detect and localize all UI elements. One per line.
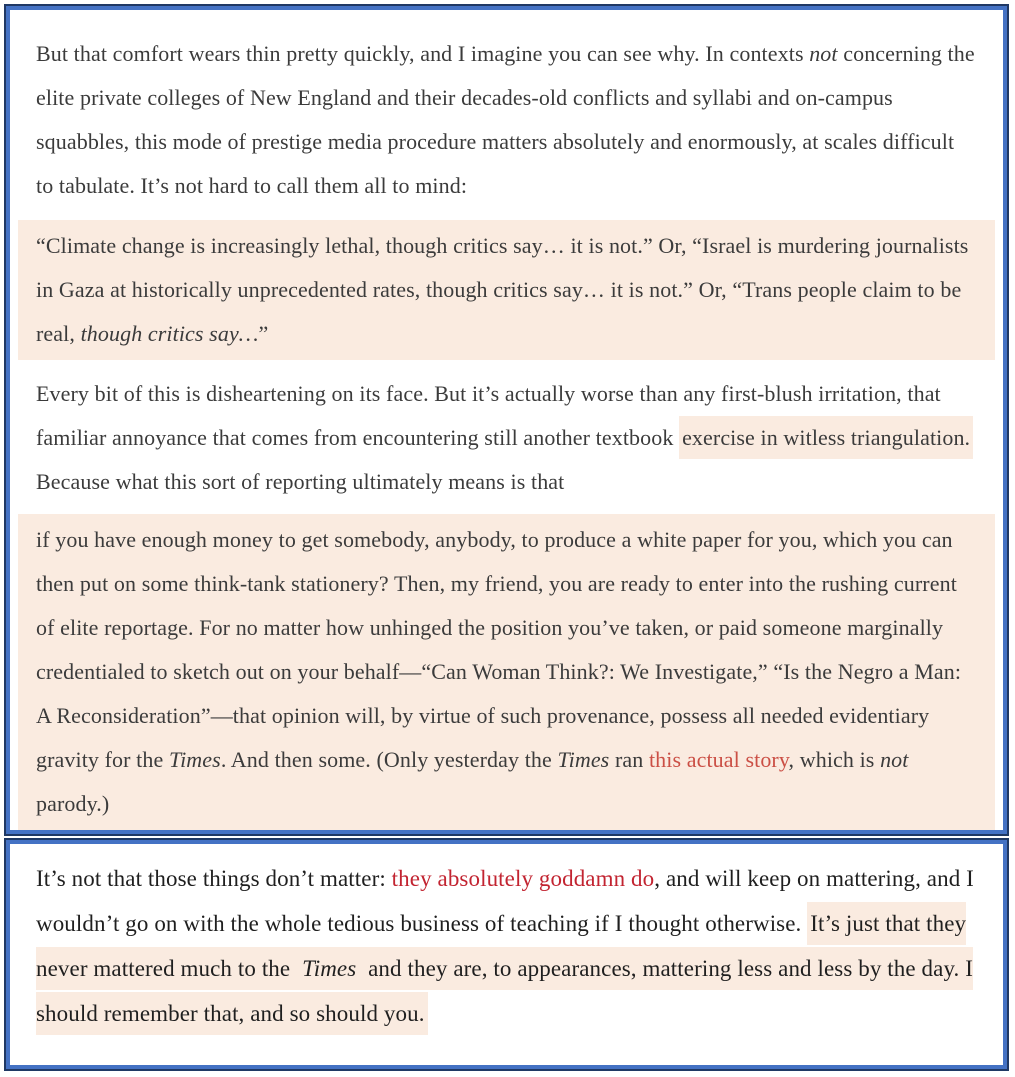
text-segment: and they are, to appearances, mattering less and less by the day. I should remember that, and so should you. (36, 947, 973, 1035)
this-actual-story-link[interactable]: this actual story (648, 747, 789, 772)
text-segment: , and will keep on mattering, and I wouldn’t go on with the whole tedious business of teaching if I thought otherwise. (36, 866, 974, 936)
text-segment: not (809, 41, 838, 66)
text-segment: It’s just that they never mattered much to the (36, 902, 966, 990)
text-segment: But that comfort wears thin pretty quickly, and I imagine you can see why. In contexts (36, 41, 810, 66)
text-segment: if you have enough money to get somebody, anybody, to produce a white paper for you, which you can then put on some think-tank stationery? Then, my friend, you are ready to enter into the rushing current of elite reportage. For no matter how unhinged the position you’ve taken, or paid someone marginally credentialed to sketch out on your behalf—“Can Woman Think?: We Investigate,” “Is the Negro a Man: A Reconsideration”—that opinion will, by virtue of such provenance, possess all needed evidentiary gravity for the (36, 527, 962, 772)
they-absolutely-goddamn-do-link[interactable]: they absolutely goddamn do (391, 866, 655, 891)
text-segment: It’s not that those things don’t matter: (36, 866, 392, 891)
text-segment: Every bit of this is disheartening on its face. But it’s actually worse than any first-blush irritation, that familiar annoyance that comes from encountering still another textbook (36, 381, 941, 450)
text-segment: Because what this sort of reporting ultimately means is that (36, 469, 565, 494)
text-segment: Times (557, 747, 610, 772)
article-screenshot-bottom (6, 840, 1007, 1069)
paragraph-disheartening (18, 372, 995, 504)
text-segment: not (880, 747, 909, 772)
blockquote-white-paper (18, 514, 995, 830)
text-segment: exercise in witless triangulation. (679, 416, 973, 459)
text-segment: though critics say… (80, 321, 259, 346)
paragraph-things-matter (18, 856, 995, 1036)
text-segment: , which is (788, 747, 881, 772)
text-segment: ran (609, 747, 649, 772)
article-screenshot-top (6, 6, 1007, 834)
text-segment: “Climate change is increasingly lethal, though critics say… it is not.” Or, “Israel is murdering journalists in Gaza at historically unprecedented rates, though critics say… it is not.” Or, “Trans people claim to be real, (36, 233, 969, 346)
text-segment: ” (258, 321, 269, 346)
text-segment: Times (168, 747, 221, 772)
text-segment: parody.) (36, 791, 110, 816)
paragraph-comfort-wears-thin (18, 32, 995, 208)
text-segment: concerning the elite private colleges of New England and their decades-old conflicts and syllabi and on-campus squabbles, this mode of prestige media procedure matters absolutely and enormously, at scales difficult to tabulate. It’s not hard to call them all to mind: (36, 41, 975, 198)
blockquote-though-critics-say (18, 220, 995, 360)
text-segment: Times (299, 947, 359, 990)
text-segment: . And then some. (Only yesterday the (220, 747, 558, 772)
